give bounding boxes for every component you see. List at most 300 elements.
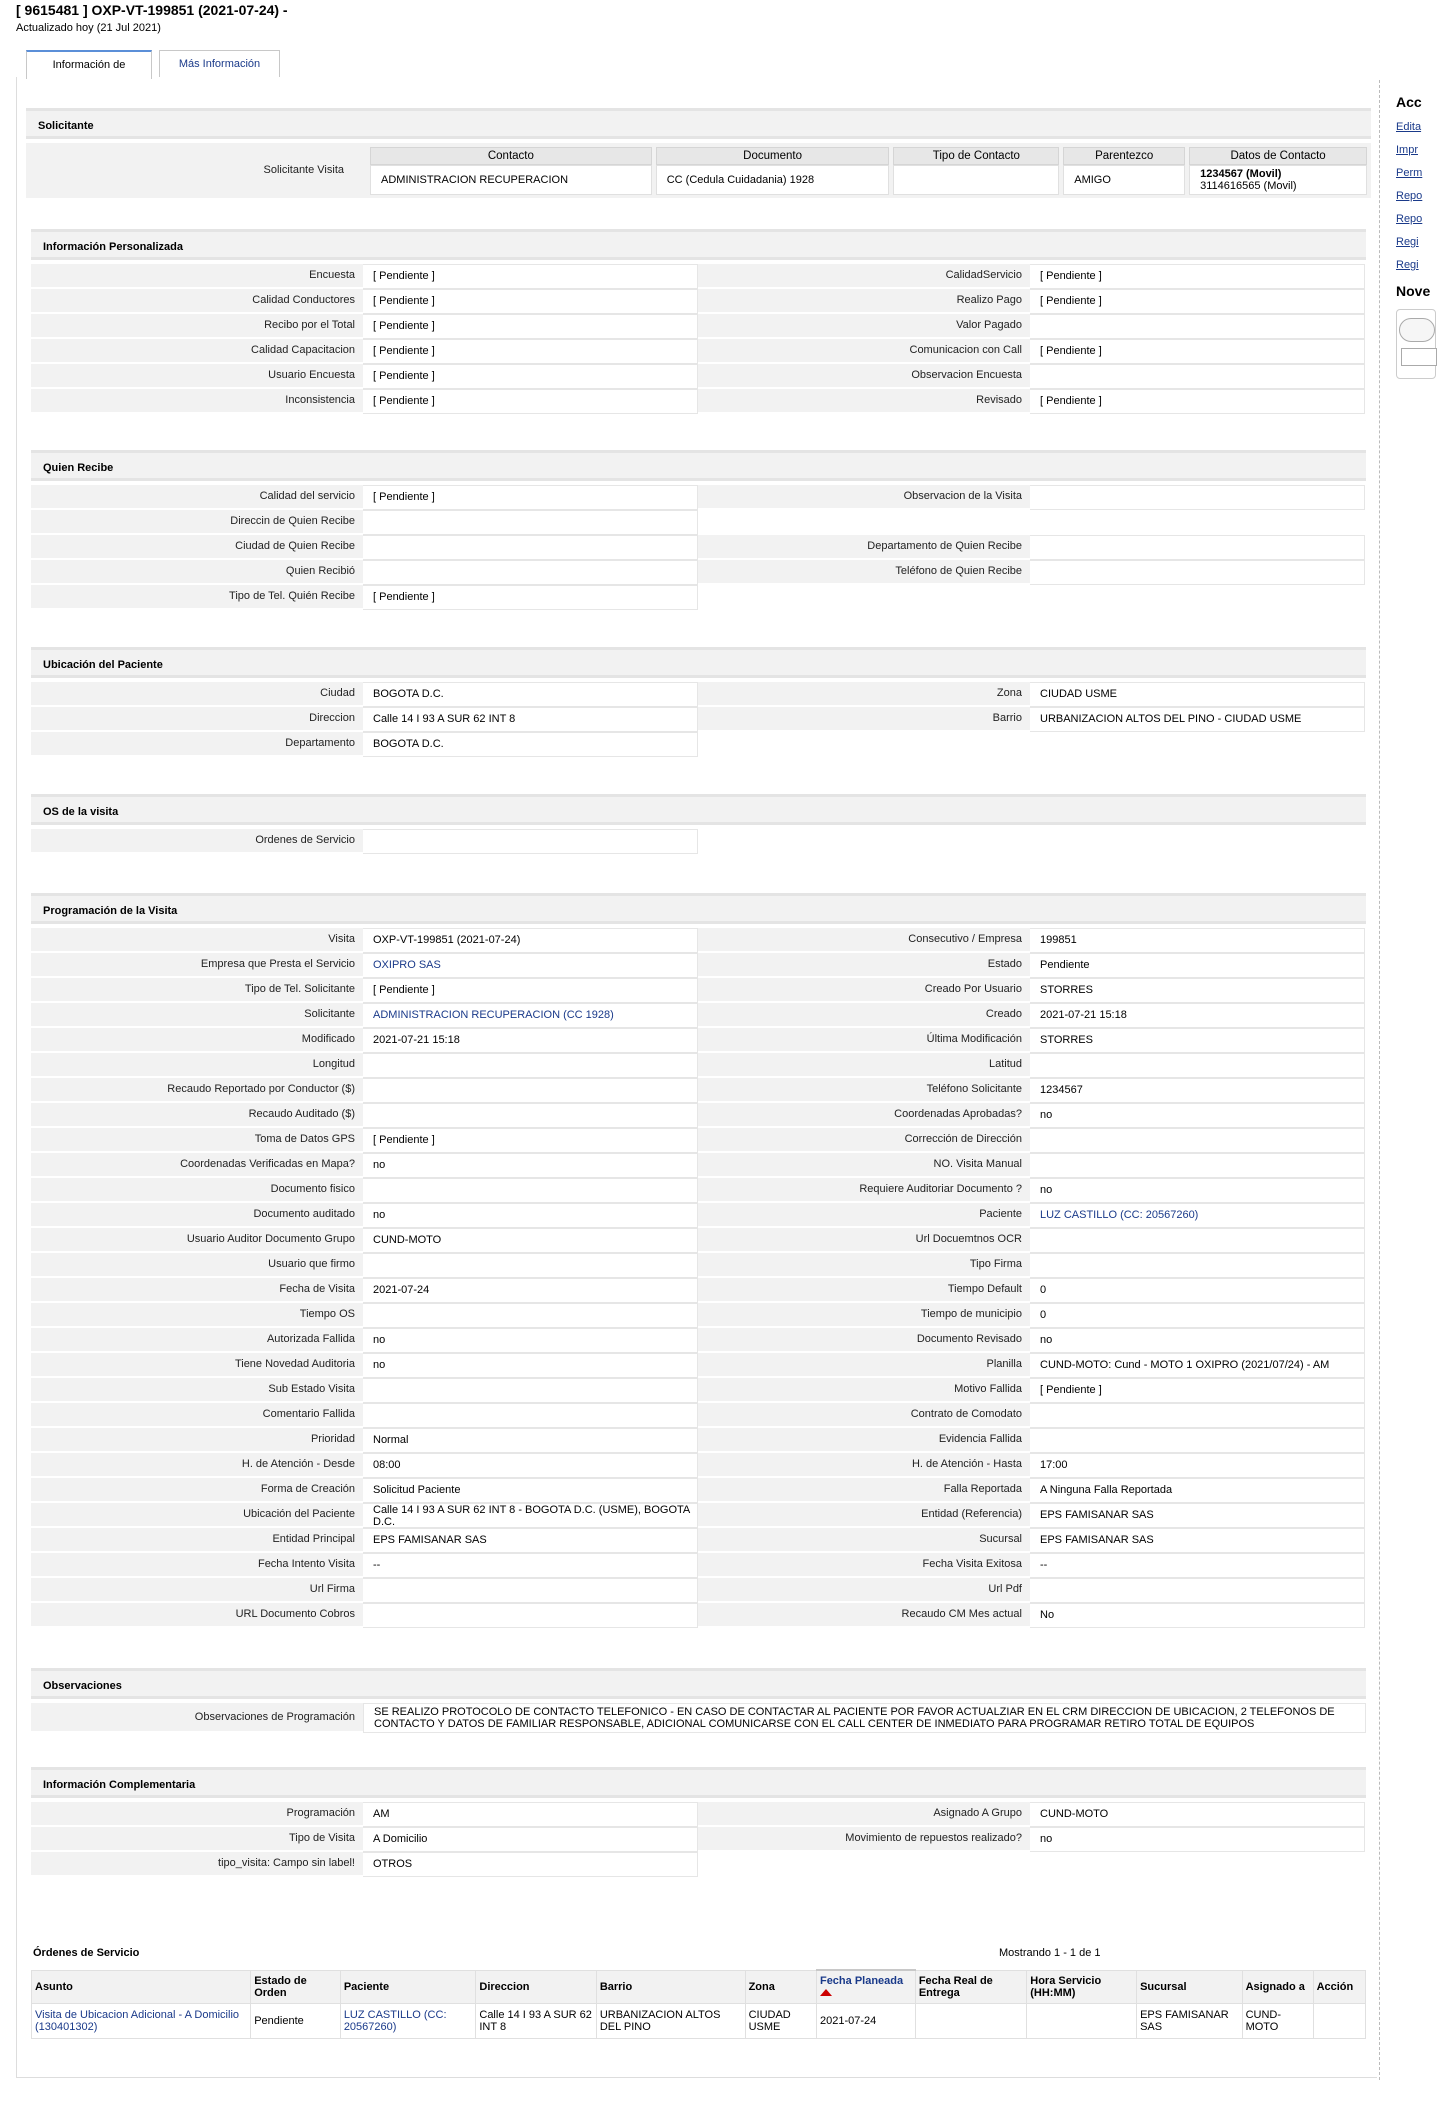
field-label: Solicitante Visita: [263, 164, 344, 176]
field-value: No: [1030, 1603, 1365, 1628]
table-cell: Pendiente: [251, 2004, 341, 2039]
actions-panel: [1396, 94, 1431, 379]
field-label: Coordenadas Aprobadas?: [698, 1103, 1030, 1128]
column-header[interactable]: Sucursal: [1137, 1970, 1242, 2004]
field-value: EPS FAMISANAR SAS: [1030, 1503, 1365, 1528]
updated-text: Actualizado hoy (21 Jul 2021): [16, 22, 161, 34]
field-value: 0: [1030, 1278, 1365, 1303]
contact-document: CC (Cedula Cuidadania) 1928: [656, 165, 890, 195]
ordenes-table: [31, 1969, 1366, 2039]
field-row: [31, 682, 1366, 707]
field-value: [363, 1403, 698, 1428]
field-row: [31, 1203, 1366, 1228]
column-header: Parentezco: [1063, 147, 1185, 165]
field-label: Paciente: [698, 1203, 1030, 1228]
field-value: [ Pendiente ]: [363, 485, 698, 510]
field-value: [1030, 1128, 1365, 1153]
field-label: Usuario Auditor Documento Grupo: [31, 1228, 363, 1253]
action-link-report-1[interactable]: Repo: [1396, 190, 1423, 202]
field-row: [31, 585, 1366, 610]
contacts-table: [366, 147, 1371, 195]
field-label: Solicitante: [31, 1003, 363, 1028]
field-label: Tiene Novedad Auditoria: [31, 1353, 363, 1378]
field-value: [363, 535, 698, 560]
field-value: CUND-MOTO: Cund - MOTO 1 OXIPRO (2021/07/24) - AM: [1030, 1353, 1365, 1378]
field-value: [ Pendiente ]: [363, 339, 698, 364]
field-label: Recibo por el Total: [31, 314, 363, 339]
table-cell[interactable]: Visita de Ubicacion Adicional - A Domicilio (130401302): [32, 2004, 251, 2039]
field-row: [31, 1528, 1366, 1553]
field-label: [698, 732, 1030, 757]
field-row: [31, 1103, 1366, 1128]
field-value[interactable]: OXIPRO SAS: [363, 953, 698, 978]
field-label: [698, 829, 1030, 854]
field-value: [ Pendiente ]: [363, 389, 698, 414]
ubicacion-section: [31, 647, 1366, 757]
field-value: [1030, 1153, 1365, 1178]
section-title: Información Personalizada: [31, 229, 1366, 260]
field-label: Url Docuemtnos OCR: [698, 1228, 1030, 1253]
column-header[interactable]: Paciente: [340, 1970, 476, 2004]
field-value: [ Pendiente ]: [363, 585, 698, 610]
info-personalizada-section: [31, 229, 1366, 414]
field-row: [31, 1503, 1366, 1528]
field-value: A Domicilio: [363, 1827, 698, 1852]
field-row: [31, 1827, 1366, 1852]
field-value: [1030, 314, 1365, 339]
field-value: [ Pendiente ]: [363, 314, 698, 339]
column-header[interactable]: Direccion: [476, 1970, 596, 2004]
programacion-section: [31, 893, 1366, 1628]
field-label: H. de Atención - Hasta: [698, 1453, 1030, 1478]
field-value: [1030, 732, 1365, 757]
field-label: Revisado: [698, 389, 1030, 414]
field-label: Entidad (Referencia): [698, 1503, 1030, 1528]
field-label: [698, 510, 1030, 535]
field-row: [31, 1228, 1366, 1253]
field-label: NO. Visita Manual: [698, 1153, 1030, 1178]
field-row: [31, 339, 1366, 364]
table-cell: CIUDAD USME: [745, 2004, 816, 2039]
field-value: no: [1030, 1178, 1365, 1203]
field-value: [ Pendiente ]: [1030, 339, 1365, 364]
field-value: [363, 1253, 698, 1278]
field-value: [363, 1178, 698, 1203]
field-row: [31, 1153, 1366, 1178]
table-cell: Calle 14 I 93 A SUR 62 INT 8: [476, 2004, 596, 2039]
field-row: [31, 1353, 1366, 1378]
field-label: Tiempo OS: [31, 1303, 363, 1328]
field-row: [31, 314, 1366, 339]
field-label: Teléfono de Quien Recibe: [698, 560, 1030, 585]
field-value: 1234567: [1030, 1078, 1365, 1103]
field-label: Consecutivo / Empresa: [698, 928, 1030, 953]
action-link-report-2[interactable]: Repo: [1396, 213, 1423, 225]
field-row: [31, 1328, 1366, 1353]
field-label: Realizo Pago: [698, 289, 1030, 314]
field-value: [ Pendiente ]: [363, 1128, 698, 1153]
field-label: Asignado A Grupo: [698, 1802, 1030, 1827]
field-row: [31, 485, 1366, 510]
field-value: EPS FAMISANAR SAS: [363, 1528, 698, 1553]
field-value: [1030, 829, 1365, 854]
section-title: Solicitante: [26, 108, 1371, 139]
field-value: OXP-VT-199851 (2021-07-24): [363, 928, 698, 953]
field-value: [363, 1078, 698, 1103]
field-label: Ciudad de Quien Recibe: [31, 535, 363, 560]
field-label: Ciudad: [31, 682, 363, 707]
field-label: Url Pdf: [698, 1578, 1030, 1603]
field-label: Calidad Capacitacion: [31, 339, 363, 364]
field-value: 17:00: [1030, 1453, 1365, 1478]
table-cell: [1313, 2004, 1365, 2039]
field-row: [31, 1802, 1366, 1827]
solicitante-section: [26, 108, 1371, 198]
section-title: Quien Recibe: [31, 450, 1366, 481]
field-label: CalidadServicio: [698, 264, 1030, 289]
field-label: Corrección de Dirección: [698, 1128, 1030, 1153]
contact-data: [1189, 165, 1367, 195]
field-label: Programación: [31, 1802, 363, 1827]
field-row: [31, 1078, 1366, 1103]
field-label: Motivo Fallida: [698, 1378, 1030, 1403]
field-value: [ Pendiente ]: [1030, 289, 1365, 314]
field-label: Valor Pagado: [698, 314, 1030, 339]
field-label: Prioridad: [31, 1428, 363, 1453]
ordenes-title: Órdenes de Servicio: [33, 1947, 140, 1959]
field-label: Última Modificación: [698, 1028, 1030, 1053]
comment-bubble-icon: [1399, 318, 1435, 342]
field-value: 2021-07-24: [363, 1278, 698, 1303]
field-value: [1030, 1403, 1365, 1428]
field-label: Modificado: [31, 1028, 363, 1053]
field-label: Tipo de Visita: [31, 1827, 363, 1852]
field-value: CUND-MOTO: [363, 1228, 698, 1253]
field-label: Direccin de Quien Recibe: [31, 510, 363, 535]
tab-mas-informacion[interactable]: Más Información: [159, 50, 280, 77]
field-label: Forma de Creación: [31, 1478, 363, 1503]
field-label: Fecha de Visita: [31, 1278, 363, 1303]
field-label: Documento Revisado: [698, 1328, 1030, 1353]
table-cell[interactable]: LUZ CASTILLO (CC: 20567260): [340, 2004, 476, 2039]
field-value: [363, 1103, 698, 1128]
column-header[interactable]: Fecha Real de Entrega: [915, 1970, 1026, 2004]
field-label: Quien Recibió: [31, 560, 363, 585]
column-header[interactable]: Estado de Orden: [251, 1970, 341, 2004]
field-value: [1030, 1578, 1365, 1603]
field-row: [31, 978, 1366, 1003]
field-value: [363, 1378, 698, 1403]
field-label: Entidad Principal: [31, 1528, 363, 1553]
field-row: [31, 1852, 1366, 1877]
field-value: Calle 14 I 93 A SUR 62 INT 8: [363, 707, 698, 732]
field-label: Movimiento de repuestos realizado?: [698, 1827, 1030, 1852]
field-label: Fecha Intento Visita: [31, 1553, 363, 1578]
field-value: [1030, 1228, 1365, 1253]
field-row: [31, 1428, 1366, 1453]
field-value: Calle 14 I 93 A SUR 62 INT 8 - BOGOTA D.C. (USME), BOGOTA D.C.: [363, 1503, 698, 1528]
column-header[interactable]: Zona: [745, 1970, 816, 2004]
field-label: Usuario Encuesta: [31, 364, 363, 389]
field-row: [31, 1478, 1366, 1503]
field-label: Tipo de Tel. Quién Recibe: [31, 585, 363, 610]
field-value: --: [1030, 1553, 1365, 1578]
field-value: [1030, 485, 1365, 510]
field-row: [31, 1603, 1366, 1628]
field-label: Planilla: [698, 1353, 1030, 1378]
field-label: Teléfono Solicitante: [698, 1078, 1030, 1103]
novedades-title: Nove: [1396, 283, 1431, 299]
table-cell: CUND-MOTO: [1242, 2004, 1313, 2039]
field-value: [1030, 1852, 1365, 1877]
column-header: Contacto: [370, 147, 652, 165]
field-row: [31, 953, 1366, 978]
column-header[interactable]: Barrio: [596, 1970, 745, 2004]
field-value: [1030, 364, 1365, 389]
field-value: no: [1030, 1328, 1365, 1353]
field-value: [1030, 1428, 1365, 1453]
contact-phone-1: 1234567 (Movil): [1200, 168, 1282, 180]
section-title: Observaciones: [31, 1668, 1366, 1699]
quien-recibe-section: [31, 450, 1366, 610]
field-label: [698, 1852, 1030, 1877]
field-value: Pendiente: [1030, 953, 1365, 978]
field-row: [31, 560, 1366, 585]
field-value: no: [363, 1328, 698, 1353]
field-row: [31, 389, 1366, 414]
field-label: Longitud: [31, 1053, 363, 1078]
field-value: [ Pendiente ]: [363, 264, 698, 289]
field-row: [31, 1128, 1366, 1153]
field-label: Sucursal: [698, 1528, 1030, 1553]
field-label: Direccion: [31, 707, 363, 732]
field-label: Recaudo Reportado por Conductor ($): [31, 1078, 363, 1103]
field-row: [31, 829, 1366, 854]
field-value: [363, 1053, 698, 1078]
field-row: [31, 1278, 1366, 1303]
sort-ascending-icon: [820, 1989, 832, 1996]
field-value: CUND-MOTO: [1030, 1802, 1365, 1827]
field-value: 2021-07-21 15:18: [1030, 1003, 1365, 1028]
field-row: [31, 1453, 1366, 1478]
field-row: [31, 510, 1366, 535]
field-value: [363, 510, 698, 535]
field-row: [31, 289, 1366, 314]
field-label: Documento auditado: [31, 1203, 363, 1228]
section-title: Ubicación del Paciente: [31, 647, 1366, 678]
field-label: Usuario que firmo: [31, 1253, 363, 1278]
table-cell: URBANIZACION ALTOS DEL PINO: [596, 2004, 745, 2039]
contact-relationship: AMIGO: [1063, 165, 1185, 195]
observaciones-section: [31, 1668, 1366, 1733]
field-label: Estado: [698, 953, 1030, 978]
field-label: Url Firma: [31, 1578, 363, 1603]
field-value: A Ninguna Falla Reportada: [1030, 1478, 1365, 1503]
column-header: Datos de Contacto: [1189, 147, 1367, 165]
field-value: --: [363, 1553, 698, 1578]
field-value: [363, 829, 698, 854]
field-row: [31, 1003, 1366, 1028]
field-label: Barrio: [698, 707, 1030, 732]
field-label: Falla Reportada: [698, 1478, 1030, 1503]
column-header[interactable]: Acción: [1313, 1970, 1365, 2004]
complementaria-section: [31, 1767, 1366, 1877]
field-row: [31, 264, 1366, 289]
novedades-widget: [1396, 309, 1436, 379]
field-label: Requiere Auditoriar Documento ?: [698, 1178, 1030, 1203]
field-label: Creado Por Usuario: [698, 978, 1030, 1003]
action-link-edit[interactable]: Edita: [1396, 121, 1422, 133]
field-value: no: [363, 1153, 698, 1178]
table-cell: 2021-07-24: [816, 2004, 915, 2039]
field-row: [31, 1303, 1366, 1328]
field-label: Inconsistencia: [31, 389, 363, 414]
field-value: 08:00: [363, 1453, 698, 1478]
field-label: Tiempo de municipio: [698, 1303, 1030, 1328]
field-value: [363, 1303, 698, 1328]
field-row: [31, 928, 1366, 953]
field-label: Coordenadas Verificadas en Mapa?: [31, 1153, 363, 1178]
action-link-perm[interactable]: Perm: [1396, 167, 1423, 179]
field-label: Tipo Firma: [698, 1253, 1030, 1278]
field-label: Creado: [698, 1003, 1030, 1028]
field-value: [1030, 1053, 1365, 1078]
table-cell: [915, 2004, 1026, 2039]
field-label: Encuesta: [31, 264, 363, 289]
field-value: Solicitud Paciente: [363, 1478, 698, 1503]
field-label: Empresa que Presta el Servicio: [31, 953, 363, 978]
field-label: Tipo de Tel. Solicitante: [31, 978, 363, 1003]
field-value: [363, 560, 698, 585]
field-value: 199851: [1030, 928, 1365, 953]
field-label: [698, 585, 1030, 610]
field-label: Calidad del servicio: [31, 485, 363, 510]
column-header-label: Fecha Planeada: [819, 1975, 904, 1987]
field-row: [31, 364, 1366, 389]
field-value: URBANIZACION ALTOS DEL PINO - CIUDAD USME: [1030, 707, 1365, 732]
column-header[interactable]: Asunto: [32, 1970, 251, 2004]
column-header[interactable]: Hora Servicio (HH:MM): [1027, 1970, 1137, 2004]
field-label: Contrato de Comodato: [698, 1403, 1030, 1428]
field-label: Ubicación del Paciente: [31, 1503, 363, 1528]
column-header: Tipo de Contacto: [893, 147, 1059, 165]
field-value: no: [1030, 1827, 1365, 1852]
field-value: [363, 1578, 698, 1603]
field-label: Sub Estado Visita: [31, 1378, 363, 1403]
field-row: [31, 707, 1366, 732]
section-title: OS de la visita: [31, 794, 1366, 825]
field-row: [31, 1578, 1366, 1603]
field-label: Latitud: [698, 1053, 1030, 1078]
field-value: EPS FAMISANAR SAS: [1030, 1528, 1365, 1553]
section-title: Información Complementaria: [31, 1767, 1366, 1798]
field-value: BOGOTA D.C.: [363, 682, 698, 707]
field-value: BOGOTA D.C.: [363, 732, 698, 757]
column-header: Documento: [656, 147, 890, 165]
field-label: Recaudo Auditado ($): [31, 1103, 363, 1128]
field-value: no: [363, 1203, 698, 1228]
field-label: Observaciones de Programación: [31, 1703, 363, 1733]
field-label: tipo_visita: Campo sin label!: [31, 1852, 363, 1877]
field-label: H. de Atención - Desde: [31, 1453, 363, 1478]
field-label: Comunicacion con Call: [698, 339, 1030, 364]
table-row[interactable]: [32, 2004, 1366, 2039]
field-value: 2021-07-21 15:18: [363, 1028, 698, 1053]
field-row: [31, 1403, 1366, 1428]
field-value: STORRES: [1030, 978, 1365, 1003]
table-row: [370, 165, 1367, 195]
novedad-input[interactable]: [1401, 348, 1437, 366]
field-label: Recaudo CM Mes actual: [698, 1603, 1030, 1628]
field-value: [363, 1603, 698, 1628]
field-label: Departamento: [31, 732, 363, 757]
field-value: [ Pendiente ]: [1030, 389, 1365, 414]
column-header[interactable]: Asignado a: [1242, 1970, 1313, 2004]
field-value: CIUDAD USME: [1030, 682, 1365, 707]
field-value: [ Pendiente ]: [363, 289, 698, 314]
field-label: Autorizada Fallida: [31, 1328, 363, 1353]
field-value: [ Pendiente ]: [1030, 1378, 1365, 1403]
field-value: [1030, 1253, 1365, 1278]
field-row: [31, 1053, 1366, 1078]
os-visita-section: [31, 794, 1366, 854]
field-value[interactable]: ADMINISTRACION RECUPERACION (CC 1928): [363, 1003, 698, 1028]
action-link-register-1[interactable]: Regi: [1396, 236, 1419, 248]
column-header[interactable]: [816, 1970, 915, 2004]
field-row: [31, 1253, 1366, 1278]
tab-informacion[interactable]: Información de: [26, 50, 152, 79]
table-cell: EPS FAMISANAR SAS: [1137, 2004, 1242, 2039]
page-title: [ 9615481 ] OXP-VT-199851 (2021-07-24) -: [16, 2, 288, 18]
action-link-print[interactable]: Impr: [1396, 144, 1418, 156]
observaciones-value: SE REALIZO PROTOCOLO DE CONTACTO TELEFONICO - EN CASO DE CONTACTAR AL PACIENTE POR FAVOR ACTUALZIAR EN EL CRM DIRECCION DE UBICACION, 2 TELEFONOS DE CONTACTO Y DATOS DE FAMILIAR RESPONSABLE, ADICIONAL COMUNICARSE CON EL CALL CENTER DE INMEDIATO PARA PROGRAMAR RETIRO TOTAL DE EQUIPOS: [363, 1703, 1366, 1733]
field-value[interactable]: LUZ CASTILLO (CC: 20567260): [1030, 1203, 1365, 1228]
field-value: OTROS: [363, 1852, 698, 1877]
field-value: [ Pendiente ]: [363, 364, 698, 389]
field-row: [31, 1178, 1366, 1203]
field-row: [31, 1553, 1366, 1578]
field-label: Toma de Datos GPS: [31, 1128, 363, 1153]
field-value: [ Pendiente ]: [1030, 264, 1365, 289]
field-value: [1030, 510, 1365, 535]
contact-phone-2: 3114616565 (Movil): [1200, 180, 1297, 192]
contact-name: ADMINISTRACION RECUPERACION: [370, 165, 652, 195]
field-row: [31, 732, 1366, 757]
field-value: [1030, 585, 1365, 610]
field-row: [31, 535, 1366, 560]
contact-type: [893, 165, 1059, 195]
field-value: STORRES: [1030, 1028, 1365, 1053]
column-divider: [1379, 80, 1380, 2080]
field-label: Documento fisico: [31, 1178, 363, 1203]
field-value: no: [1030, 1103, 1365, 1128]
field-value: [ Pendiente ]: [363, 978, 698, 1003]
field-label: Observacion de la Visita: [698, 485, 1030, 510]
field-label: Fecha Visita Exitosa: [698, 1553, 1030, 1578]
action-link-register-2[interactable]: Regi: [1396, 259, 1419, 271]
field-label: Zona: [698, 682, 1030, 707]
field-label: Observacion Encuesta: [698, 364, 1030, 389]
table-cell: [1027, 2004, 1137, 2039]
field-value: Normal: [363, 1428, 698, 1453]
field-value: 0: [1030, 1303, 1365, 1328]
field-label: Comentario Fallida: [31, 1403, 363, 1428]
field-value: no: [363, 1353, 698, 1378]
field-label: Departamento de Quien Recibe: [698, 535, 1030, 560]
field-label: Calidad Conductores: [31, 289, 363, 314]
field-value: AM: [363, 1802, 698, 1827]
field-label: Tiempo Default: [698, 1278, 1030, 1303]
